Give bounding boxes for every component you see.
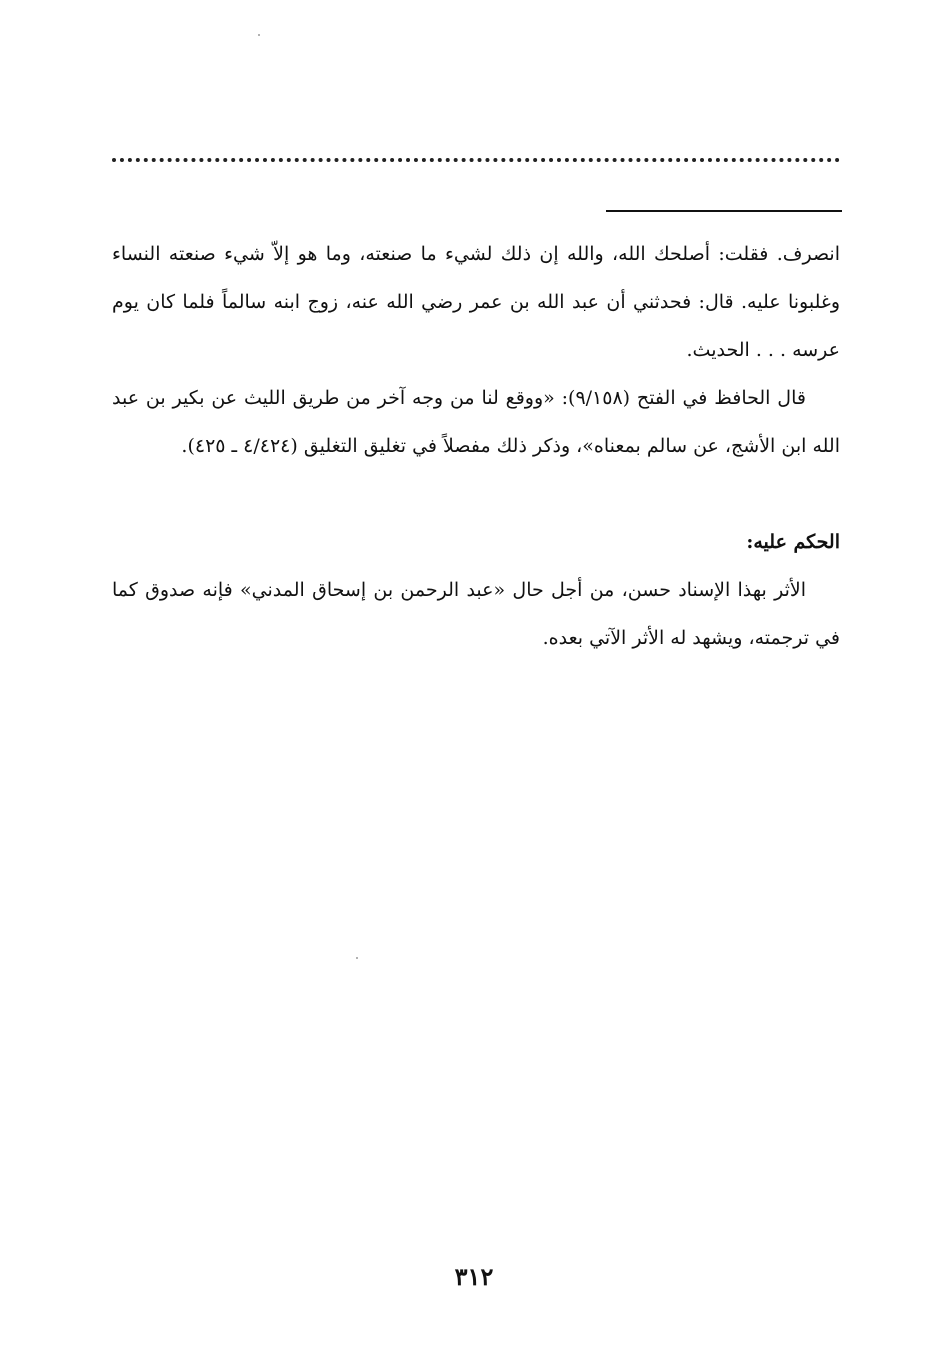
- ruling-section: [112, 518, 840, 662]
- scan-speck: [258, 34, 260, 36]
- page-number: ٣١٢: [454, 1262, 494, 1291]
- narration-section: [112, 230, 840, 470]
- footnote-separator-line: [606, 210, 842, 212]
- ruling-paragraph: الأثر بهذا الإسناد حسن، من أجل حال «عبد الرحمن بن إسحاق المدني» فإنه صدوق كما في ترجمته، ويشهد له الأثر الآتي بعده.: [112, 579, 840, 649]
- dotted-separator: [112, 158, 840, 162]
- hafiz-quote-paragraph: قال الحافظ في الفتح (٩/١٥٨): «ووقع لنا من وجه آخر من طريق الليث عن بكير بن عبد الله ابن الأشج، عن سالم بمعناه»، وذكر ذلك مفصلاً في تغليق التغليق (٤/٤٢٤ ـ ٤٢٥).: [112, 387, 840, 457]
- narration-paragraph: انصرف. فقلت: أصلحك الله، والله إن ذلك لشيء ما صنعته، وما هو إلاّ شيء صنعته النساء وغلبونا عليه. قال: فحدثني أن عبد الله بن عمر رضي الله عنه، زوج ابنه سالماً فلما كان يوم عرسه . . . الحديث.: [112, 243, 840, 361]
- scan-speck: [356, 957, 358, 959]
- ruling-heading: الحكم عليه:: [746, 531, 840, 553]
